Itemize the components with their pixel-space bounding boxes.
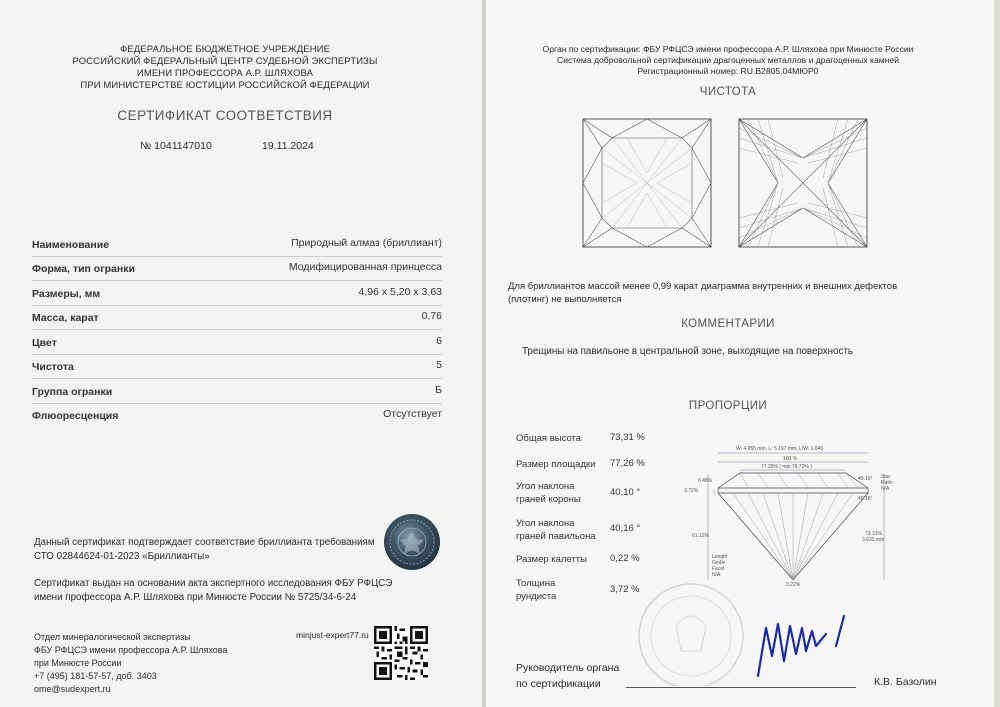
proportion-value: 73,31 % xyxy=(610,432,645,443)
plotting-note-line: (плотинг) не выполняется xyxy=(508,294,622,305)
row-value: Природный алмаз (бриллиант) xyxy=(291,237,442,249)
table-row xyxy=(32,236,442,254)
compliance-statement xyxy=(34,536,375,564)
row-value: Б xyxy=(435,384,442,396)
row-divider xyxy=(32,403,442,404)
proportions-heading: ПРОПОРЦИИ xyxy=(688,400,768,412)
website-link[interactable]: minjust-expert77.ru xyxy=(296,630,369,640)
proportion-item xyxy=(516,458,595,471)
total-depth-label: 3.633 mm xyxy=(862,537,885,543)
row-value: 0,76 xyxy=(421,310,442,322)
table-row xyxy=(32,358,442,376)
certification-body-line: Система добровольной сертификации драгоценных металлов и драгоценных камней xyxy=(557,55,899,65)
proportion-value: 3,72 % xyxy=(610,584,640,595)
certification-body-line: Регистрационный номер: RU.B2805.04МЮР0 xyxy=(637,66,819,76)
signer-title xyxy=(516,660,619,692)
crown-angle-label: 40.10° xyxy=(858,476,873,482)
proportion-value: 0,22 % xyxy=(610,553,640,564)
table-row xyxy=(32,383,442,401)
signer-title-line: по сертификации xyxy=(516,678,601,690)
row-divider xyxy=(32,329,442,330)
proportion-label: Угол наклона xyxy=(516,481,575,492)
issuance-line: Сертификат выдан на основании акта экспертного исследования ФБУ РФЦСЭ xyxy=(34,578,393,589)
qr-code xyxy=(374,626,428,680)
row-label: Форма, тип огранки xyxy=(32,263,135,275)
lower-girdle-label: Girdle xyxy=(712,560,726,566)
signature-line xyxy=(626,687,856,688)
row-divider xyxy=(32,354,442,355)
proportion-item xyxy=(516,432,581,445)
pavilion-depth-label: 61.12% xyxy=(692,533,709,539)
proportion-value: 77,26 % xyxy=(610,458,645,469)
issuance-basis xyxy=(34,577,392,605)
total-depth-label: 73.31% xyxy=(865,531,882,537)
proportion-label: Угол наклона xyxy=(516,518,575,529)
culet-percent-label: 0.22% xyxy=(786,582,801,588)
certificate-right-page xyxy=(486,0,994,707)
proportions-profile-diagram xyxy=(678,440,928,590)
signature xyxy=(748,606,868,686)
table-row xyxy=(32,334,442,352)
official-stamp xyxy=(626,576,756,686)
dimensions-label: W: 4.955 mm, L: 5.197 mm, L/W: 1.049 xyxy=(736,446,824,452)
signer-title-line: Руководитель органа xyxy=(516,662,620,674)
row-divider xyxy=(32,378,442,379)
row-value: 5 xyxy=(436,359,442,371)
certification-body-line: Орган по сертификации: ФБУ РФЦСЭ имени профессора А.Р. Шляхова при Минюсте России xyxy=(542,44,914,54)
issuer-line: РОССИЙСКИЙ ФЕДЕРАЛЬНЫЙ ЦЕНТР СУДЕБНОЙ ЭКСПЕРТИЗЫ xyxy=(72,56,378,67)
row-label: Наименование xyxy=(32,239,110,251)
contact-line: Отдел минералогической экспертизы xyxy=(34,632,191,642)
row-label: Размеры, мм xyxy=(32,288,101,300)
certificate-left-page xyxy=(0,0,482,707)
row-value: 4,96 x 5,20 x 3,63 xyxy=(358,286,442,298)
star-ratio-label: Star xyxy=(881,474,891,480)
plotting-note-line: Для бриллиантов массой менее 0,99 карат диаграмма внутренних и внешних дефектов xyxy=(508,281,898,292)
contact-block xyxy=(34,631,227,696)
table-percent-label: 77.26% ( min 76.72% ) xyxy=(761,464,812,470)
issuer-line: ПРИ МИНИСТЕРСТВЕ ЮСТИЦИИ РОССИЙСКОЙ ФЕДЕРАЦИИ xyxy=(80,80,370,91)
proportion-label: Размер калетты xyxy=(516,554,587,565)
proportion-label: Общая высота xyxy=(516,433,582,444)
proportion-item xyxy=(516,553,587,566)
row-label: Группа огранки xyxy=(32,386,113,398)
proportion-item xyxy=(516,480,581,506)
table-row xyxy=(32,309,442,327)
proportion-label: Толщина xyxy=(516,578,556,589)
row-label: Чистота xyxy=(32,361,74,373)
proportion-value: 40,10 ° xyxy=(610,487,641,498)
proportion-item xyxy=(516,517,596,543)
certificate-title: СЕРТИФИКАТ СООТВЕТСТВИЯ xyxy=(117,108,333,123)
lower-girdle-label: Length xyxy=(712,554,728,560)
issuer-line: ФЕДЕРАЛЬНОЕ БЮДЖЕТНОЕ УЧРЕЖДЕНИЕ xyxy=(119,44,331,55)
star-ratio-label: N/A xyxy=(881,486,890,492)
certification-body-header xyxy=(486,44,970,77)
crown-view-diagram xyxy=(582,118,712,248)
hologram-seal xyxy=(383,513,441,571)
issuance-line: имени профессора А.Р. Шляхова при Минюсте России № 5725/34-6-24 xyxy=(34,592,357,603)
row-divider xyxy=(32,256,442,257)
row-label: Флюоресценция xyxy=(32,410,119,422)
star-ratio-label: Ratio xyxy=(881,480,893,486)
lower-girdle-label: Facet xyxy=(712,566,725,572)
comments-heading: КОММЕНТАРИИ xyxy=(681,318,775,330)
issuer-line: ИМЕНИ ПРОФЕССОРА А.Р. ШЛЯХОВА xyxy=(136,68,314,79)
table-row xyxy=(32,260,442,278)
certificate-date: 19.11.2024 xyxy=(262,140,314,152)
row-value: Отсутствует xyxy=(383,408,442,420)
row-label: Масса, карат xyxy=(32,312,99,324)
contact-line: ome@sudexpert.ru xyxy=(34,684,111,694)
row-label: Цвет xyxy=(32,337,57,349)
row-value: 6 xyxy=(436,335,442,347)
contact-line: +7 (495) 181-57-57, доб. 3403 xyxy=(34,671,157,681)
plotting-note xyxy=(508,280,948,306)
proportion-value: 40,16 ° xyxy=(610,523,641,534)
proportion-label: Размер площадки xyxy=(516,459,596,470)
row-divider xyxy=(32,305,442,306)
certificate-number: № 1041147010 xyxy=(140,140,212,152)
pavilion-view-diagram xyxy=(738,118,868,248)
compliance-line: Данный сертификат подтверждает соответствие бриллианта требованиям xyxy=(34,537,375,548)
issuer-header xyxy=(60,44,390,92)
pavilion-angle-label: 40.16° xyxy=(858,496,873,502)
lower-girdle-label: N/A xyxy=(712,572,721,578)
contact-line: ФБУ РФЦСЭ имени профессора А.Р. Шляхова xyxy=(34,645,228,655)
table-row xyxy=(32,285,442,303)
signer-name: К.В. Базолин xyxy=(874,676,937,688)
proportion-item xyxy=(516,577,556,603)
comment-text: Трещины на павильоне в центральной зоне, выходящие на поверхность xyxy=(522,346,854,357)
compliance-line: СТО 02844624-01-2023 «Бриллианты» xyxy=(34,551,210,562)
proportion-label: рундиста xyxy=(516,591,557,602)
proportion-label: граней павильона xyxy=(516,531,596,542)
width-percent-label: 100 % xyxy=(783,456,798,462)
proportion-label: граней короны xyxy=(516,494,581,505)
crown-height-label: 6.48% xyxy=(698,478,713,484)
girdle-percent-label: 3.72% xyxy=(684,488,699,494)
contact-line: при Минюсте России xyxy=(34,658,122,668)
clarity-heading: ЧИСТОТА xyxy=(699,86,757,98)
row-value: Модифицированная принцесса xyxy=(288,261,442,273)
table-row xyxy=(32,407,442,425)
row-divider xyxy=(32,280,442,281)
